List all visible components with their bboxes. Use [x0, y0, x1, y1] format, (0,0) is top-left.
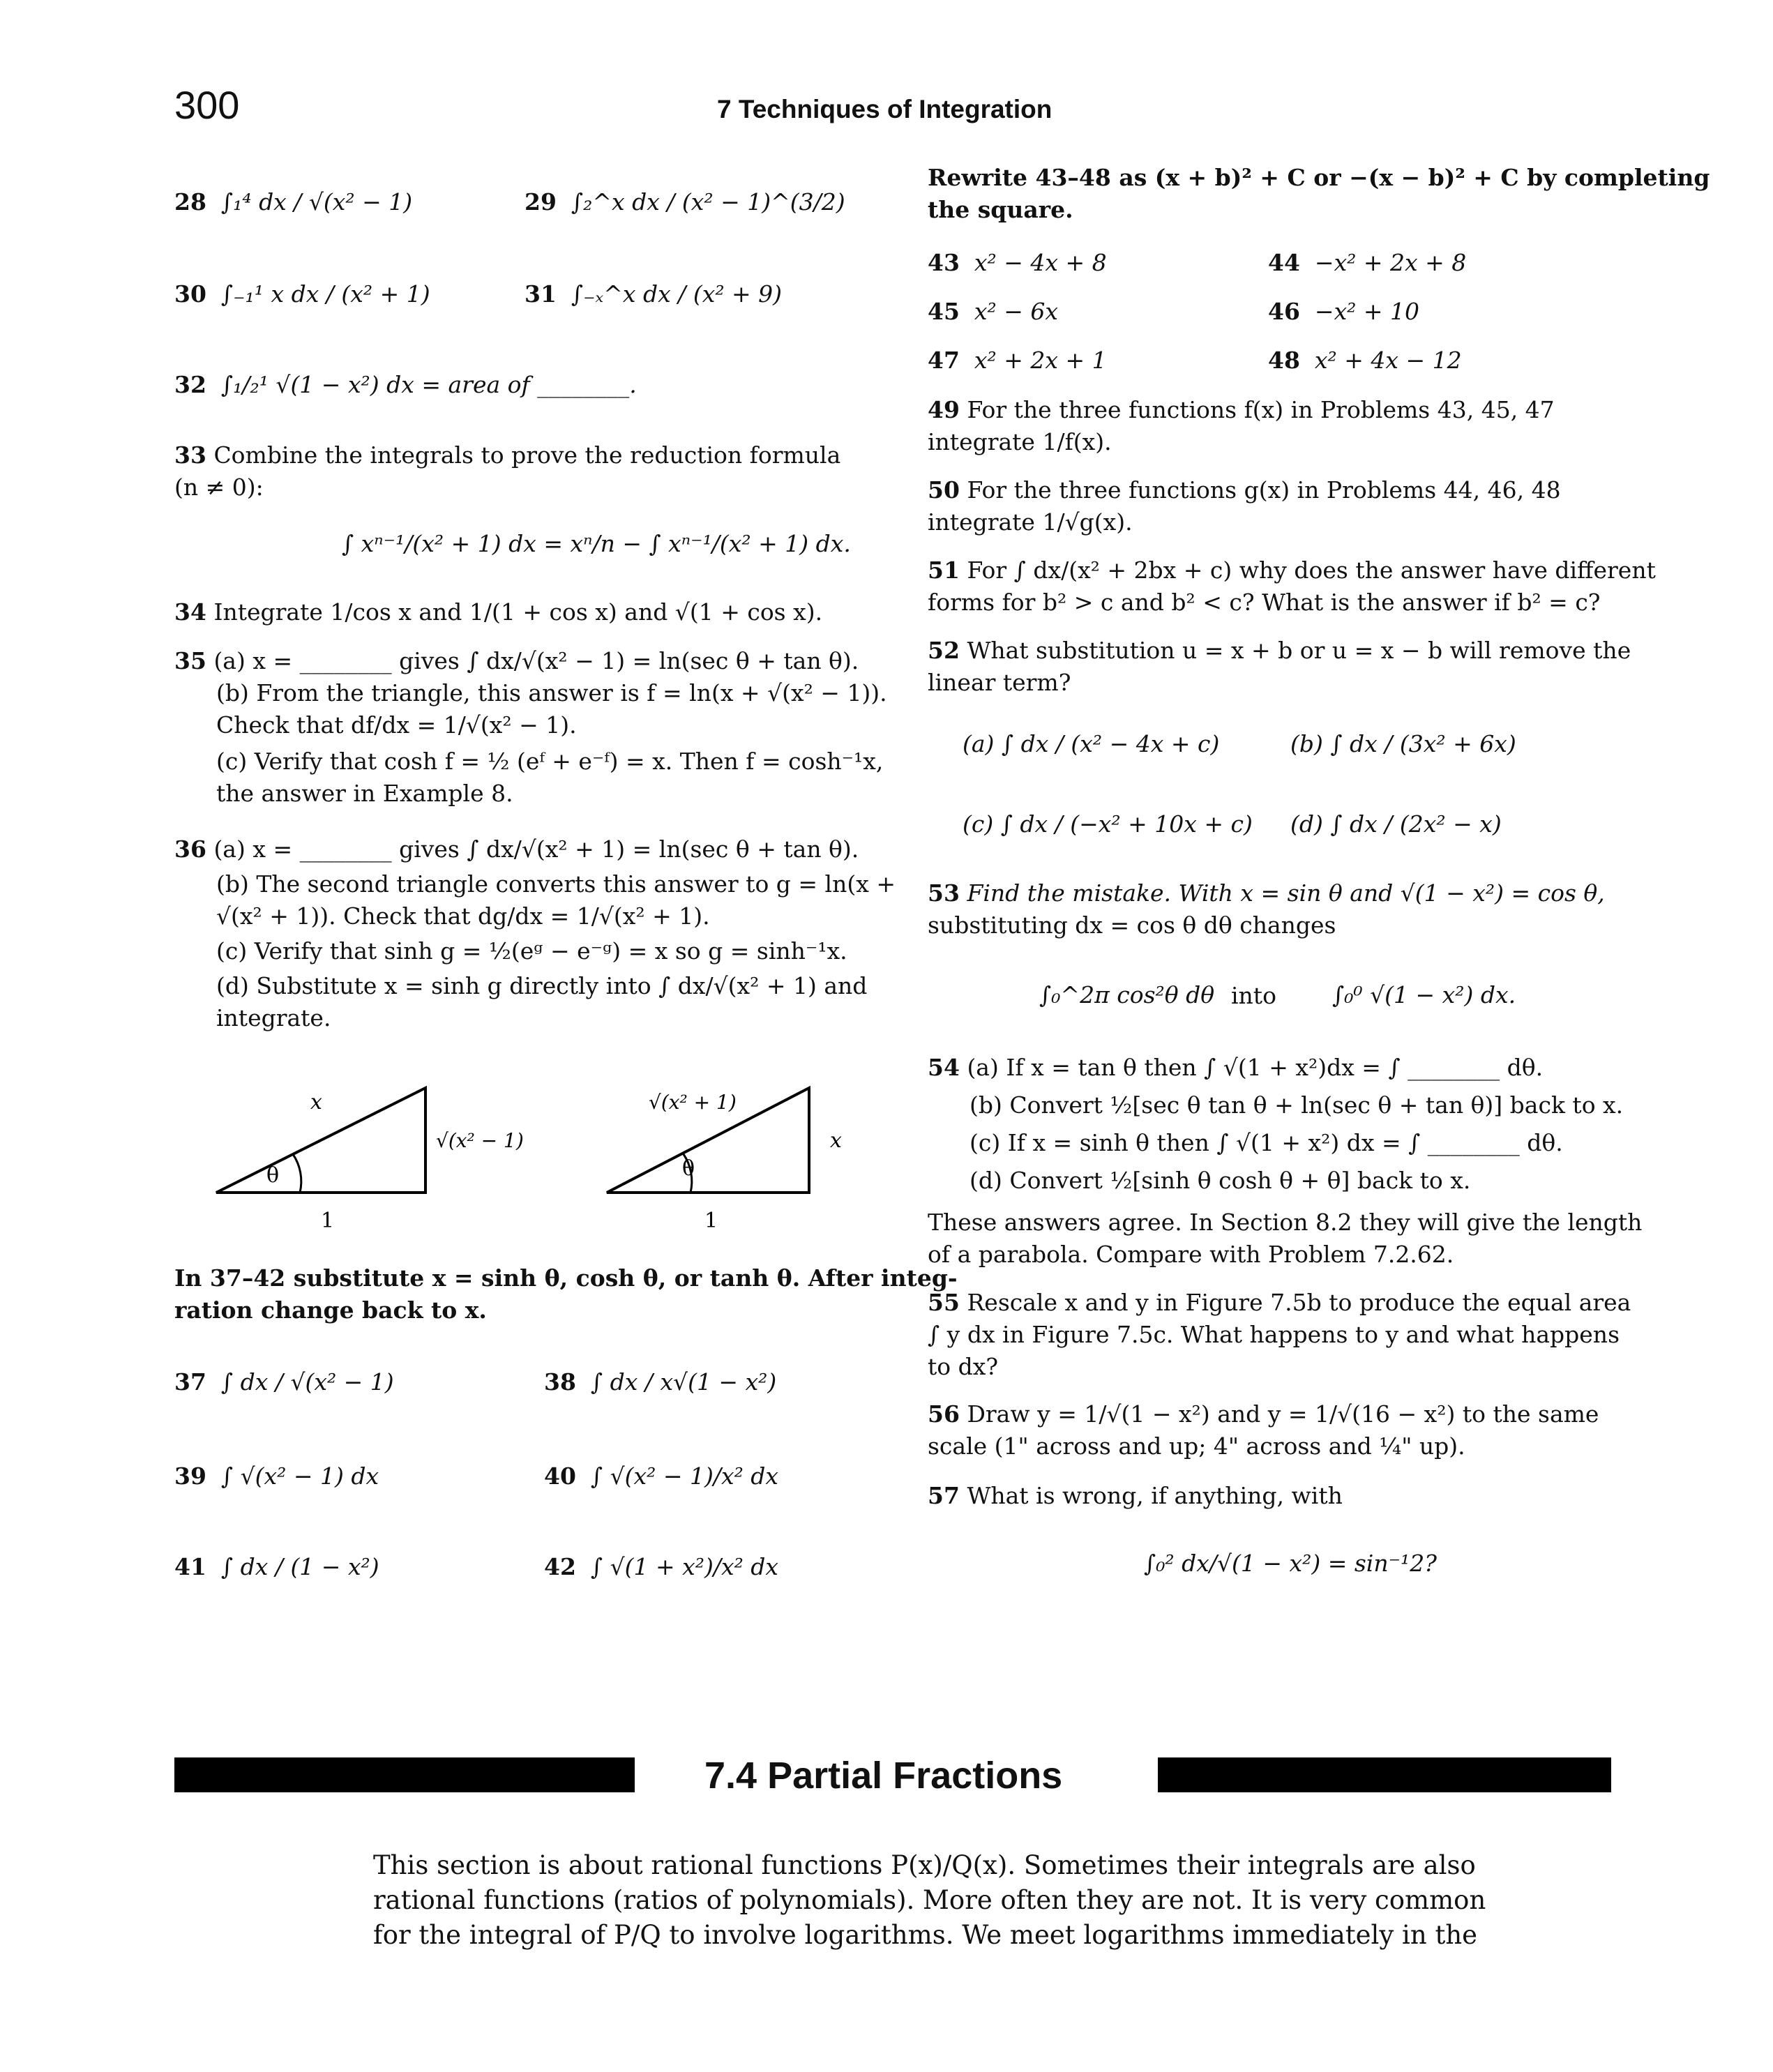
triangle-1-figure [209, 1077, 530, 1238]
section-bar-left [174, 1757, 635, 1792]
section-intro-line-1: This section is about rational functions P(x)/Q(x). Sometimes their integrals are also [373, 1850, 1476, 1880]
section-title: 7.4 Partial Fractions [704, 1755, 1063, 1797]
triangle-1-angle-label: θ [266, 1163, 280, 1188]
problem-41: 41 ∫ dx / (1 − x²) [174, 1553, 379, 1580]
triangle-2-opposite-label: x [830, 1128, 842, 1153]
problem-33: 33 Combine the integrals to prove the reduction formula (n ≠ 0): [174, 441, 841, 501]
problem-42: 42 ∫ √(1 + x²)/x² dx [544, 1553, 779, 1580]
problem-46: 46 −x² + 10 [1268, 298, 1420, 325]
answers-agree-note: These answers agree. In Section 8.2 they will give the length of a parabola. Compare with Problem 7.2.62. [928, 1209, 1643, 1268]
problem-53: 53 Find the mistake. With x = sin θ and √(1 − x²) = cos θ, substituting dx = cos θ dθ changes [928, 879, 1605, 939]
problem-52d: (d) ∫ dx / (2x² − x) [1290, 810, 1502, 838]
problem-52: 52 What substitution u = x + b or u = x − b will remove the linear term? [928, 637, 1631, 696]
problem-29: 29 ∫₂^x dx / (x² − 1)^(3/2) [525, 188, 845, 215]
triangle-1-opposite-label: √(x² − 1) [436, 1129, 524, 1152]
problem-44: 44 −x² + 2x + 8 [1268, 249, 1467, 276]
problem-53-into: into [1231, 982, 1276, 1009]
section-intro-line-2: rational functions (ratios of polynomials). More often they are not. It is very common [373, 1885, 1486, 1915]
problem-33-formula: ∫ xⁿ⁻¹/(x² + 1) dx = xⁿ/n − ∫ xⁿ⁻¹/(x² + 1) dx. [342, 530, 851, 557]
problem-28: 28 ∫₁⁴ dx / √(x² − 1) [174, 188, 413, 215]
problem-57-formula: ∫₀² dx/√(1 − x²) = sin⁻¹2? [1144, 1550, 1437, 1577]
triangle-2-adjacent-label: 1 [704, 1209, 718, 1233]
section-bar-right [1158, 1757, 1611, 1792]
problem-45: 45 x² − 6x [928, 298, 1058, 325]
problem-38: 38 ∫ dx / x√(1 − x²) [544, 1368, 777, 1396]
section-intro-line-3: for the integral of P/Q to involve logarithms. We meet logarithms immediately in the [373, 1920, 1478, 1950]
problem-31: 31 ∫₋ₓ^x dx / (x² + 9) [525, 280, 783, 308]
problem-43: 43 x² − 4x + 8 [928, 249, 1107, 276]
problem-47: 47 x² + 2x + 1 [928, 347, 1107, 374]
instruction-37-42: In 37–42 substitute x = sinh θ, cosh θ, or tanh θ. After integ- ration change back to x. [174, 1264, 958, 1324]
problem-36: 36 (a) x = ________ gives ∫ dx/√(x² + 1) = ln(sec θ + tan θ). (b) The second triangle converts this answer to g = ln(x + √(x² + 1)). Check that dg/dx = 1/√(x² + 1). (c) Verify that sinh g = ½(eᵍ − e⁻ᵍ) = x so g = sinh⁻¹x. (d) Substitute x = sinh g directly into ∫ dx/√(x² + 1) and integrate. [174, 835, 896, 1031]
problem-48: 48 x² + 4x − 12 [1268, 347, 1462, 374]
problem-56: 56 Draw y = 1/√(1 − x²) and y = 1/√(16 − x²) to the same scale (1" across and up; 4" across and ¼" up). [928, 1400, 1599, 1460]
triangle-2-angle-label: θ [682, 1156, 695, 1181]
running-title: 7 Techniques of Integration [717, 95, 1053, 123]
problem-55: 55 Rescale x and y in Figure 7.5b to produce the equal area ∫ y dx in Figure 7.5c. What happens to y and what happens to dx? [928, 1289, 1631, 1380]
problem-53-right-integral: ∫₀⁰ √(1 − x²) dx. [1332, 981, 1516, 1008]
problem-51: 51 For ∫ dx/(x² + 2bx + c) why does the answer have different forms for b² > c and b² < c? What is the answer if b² = c? [928, 557, 1656, 616]
page-number: 300 [174, 83, 240, 127]
problem-52a: (a) ∫ dx / (x² − 4x + c) [963, 730, 1220, 757]
problem-34: 34 Integrate 1/cos x and 1/(1 + cos x) and √(1 + cos x). [174, 598, 823, 626]
problem-54: 54 (a) If x = tan θ then ∫ √(1 + x²)dx = ∫ ________ dθ. (b) Convert ½[sec θ tan θ + ln(sec θ + tan θ)] back to x. (c) If x = sinh θ then ∫ √(1 + x²) dx = ∫ ________ dθ. (d) Convert ½[sinh θ cosh θ + θ] back to x. [928, 1054, 1624, 1194]
problem-49: 49 For the three functions f(x) in Problems 43, 45, 47 integrate 1/f(x). [928, 396, 1555, 455]
problem-37: 37 ∫ dx / √(x² − 1) [174, 1368, 394, 1396]
instruction-43-48: Rewrite 43–48 as (x + b)² + C or −(x − b)² + C by completing the square. [928, 164, 1710, 223]
problem-32: 32 ∫₁/₂¹ √(1 − x²) dx = area of ________. [174, 371, 637, 398]
problem-53-left-integral: ∫₀^2π cos²θ dθ [1039, 981, 1215, 1008]
problem-52c: (c) ∫ dx / (−x² + 10x + c) [963, 810, 1253, 838]
problem-35: 35 (a) x = ________ gives ∫ dx/√(x² − 1) = ln(sec θ + tan θ). (b) From the triangle, this answer is f = ln(x + √(x² − 1)). Check that df/dx = 1/√(x² − 1). (c) Verify that cosh f = ½ (eᶠ + e⁻ᶠ) = x. Then f = cosh⁻¹x, the answer in Example 8. [174, 647, 887, 807]
triangle-2-hypotenuse-label: √(x² + 1) [649, 1091, 737, 1114]
problem-50: 50 For the three functions g(x) in Problems 44, 46, 48 integrate 1/√g(x). [928, 476, 1561, 536]
problem-30: 30 ∫₋₁¹ x dx / (x² + 1) [174, 280, 430, 308]
problem-57: 57 What is wrong, if anything, with [928, 1482, 1343, 1509]
triangle-2-figure [600, 1077, 893, 1238]
problem-40: 40 ∫ √(x² − 1)/x² dx [544, 1462, 779, 1490]
problem-39: 39 ∫ √(x² − 1) dx [174, 1462, 379, 1490]
triangle-1-adjacent-label: 1 [321, 1209, 335, 1233]
triangle-1-hypotenuse-label: x [310, 1090, 322, 1114]
problem-52b: (b) ∫ dx / (3x² + 6x) [1290, 730, 1516, 757]
